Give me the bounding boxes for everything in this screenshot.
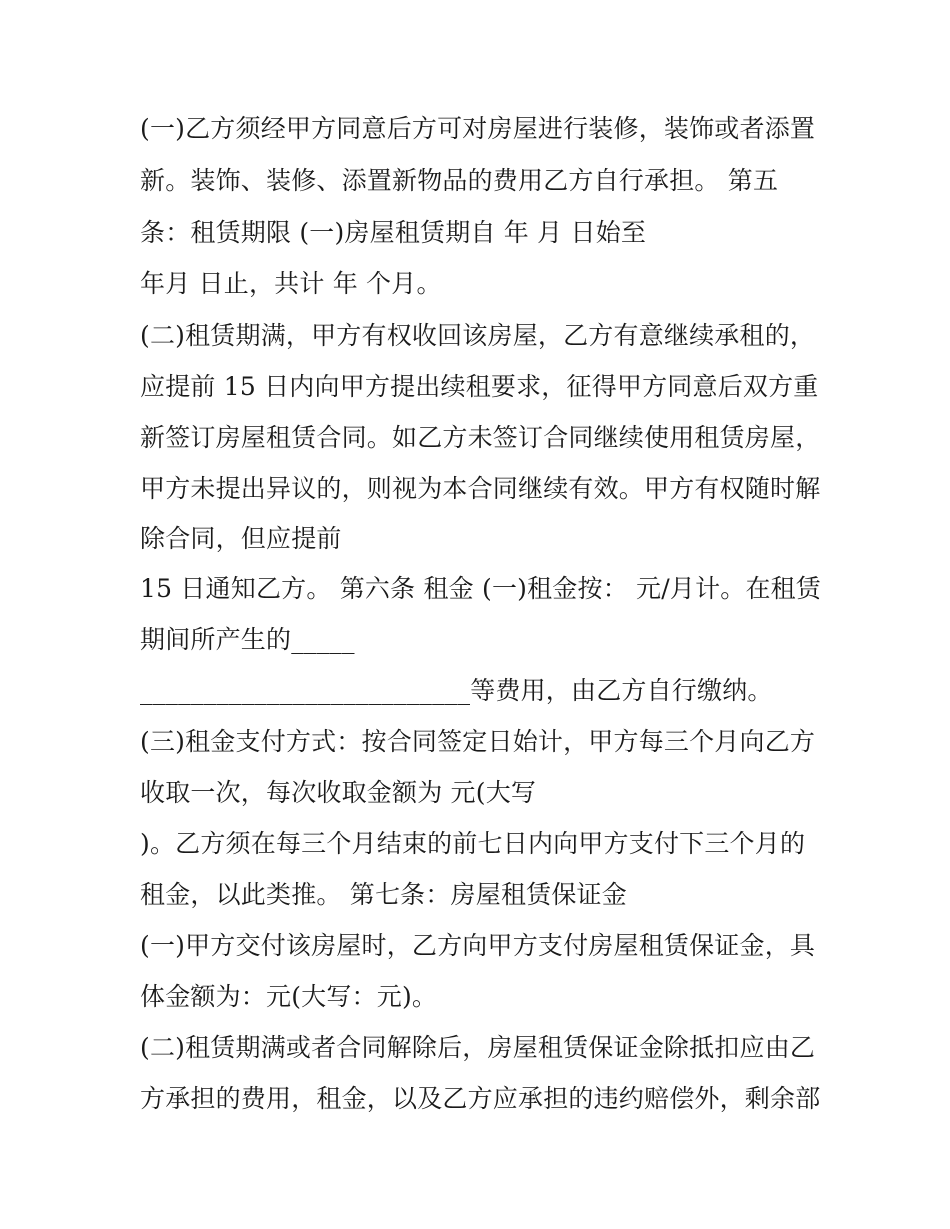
text-line: (二)租赁期满或者合同解除后，房屋租赁保证金除抵扣应由乙	[140, 1033, 816, 1062]
text-line: __________________________等费用，由乙方自行缴纳。	[140, 676, 773, 705]
text-line: 除合同，但应提前	[140, 524, 342, 553]
text-line: 收取一次，每次收取金额为 元(大写	[140, 778, 537, 807]
text-line: 体金额为：元(大写：元)。	[140, 982, 438, 1011]
text-line: 新签订房屋租赁合同。如乙方未签订合同继续使用租赁房屋，	[140, 423, 821, 452]
text-line: 甲方未提出异议的，则视为本合同继续有效。甲方有权随时解	[140, 474, 821, 503]
text-line: 应提前 15 日内向甲方提出续租要求，征得甲方同意后双方重	[140, 372, 819, 401]
text-line: )。乙方须在每三个月结束的前七日内向甲方支付下三个月的	[140, 829, 806, 858]
text-line: 期间所产生的_____	[140, 625, 355, 654]
text-line: 年月 日止，共计 年 个月。	[140, 269, 442, 298]
text-line: 条：租赁期限 (一)房屋租赁期自 年 月 日始至	[140, 218, 647, 247]
text-line: (一)乙方须经甲方同意后方可对房屋进行装修，装饰或者添置	[140, 114, 816, 143]
text-line: 新。装饰、装修、添置新物品的费用乙方自行承担。 第五	[140, 166, 779, 195]
text-line: (三)租金支付方式：按合同签定日始计，甲方每三个月向乙方	[140, 727, 816, 756]
text-line: (二)租赁期满，甲方有权收回该房屋，乙方有意继续承租的，	[140, 321, 816, 350]
text-line: 15 日通知乙方。 第六条 租金 (一)租金按： 元/月计。在租赁	[140, 574, 822, 603]
text-line: 方承担的费用，租金，以及乙方应承担的违约赔偿外，剩余部	[140, 1084, 821, 1113]
text-line: (一)甲方交付该房屋时，乙方向甲方支付房屋租赁保证金，具	[140, 931, 816, 960]
text-line: 租金，以此类推。 第七条：房屋租赁保证金	[140, 880, 627, 909]
